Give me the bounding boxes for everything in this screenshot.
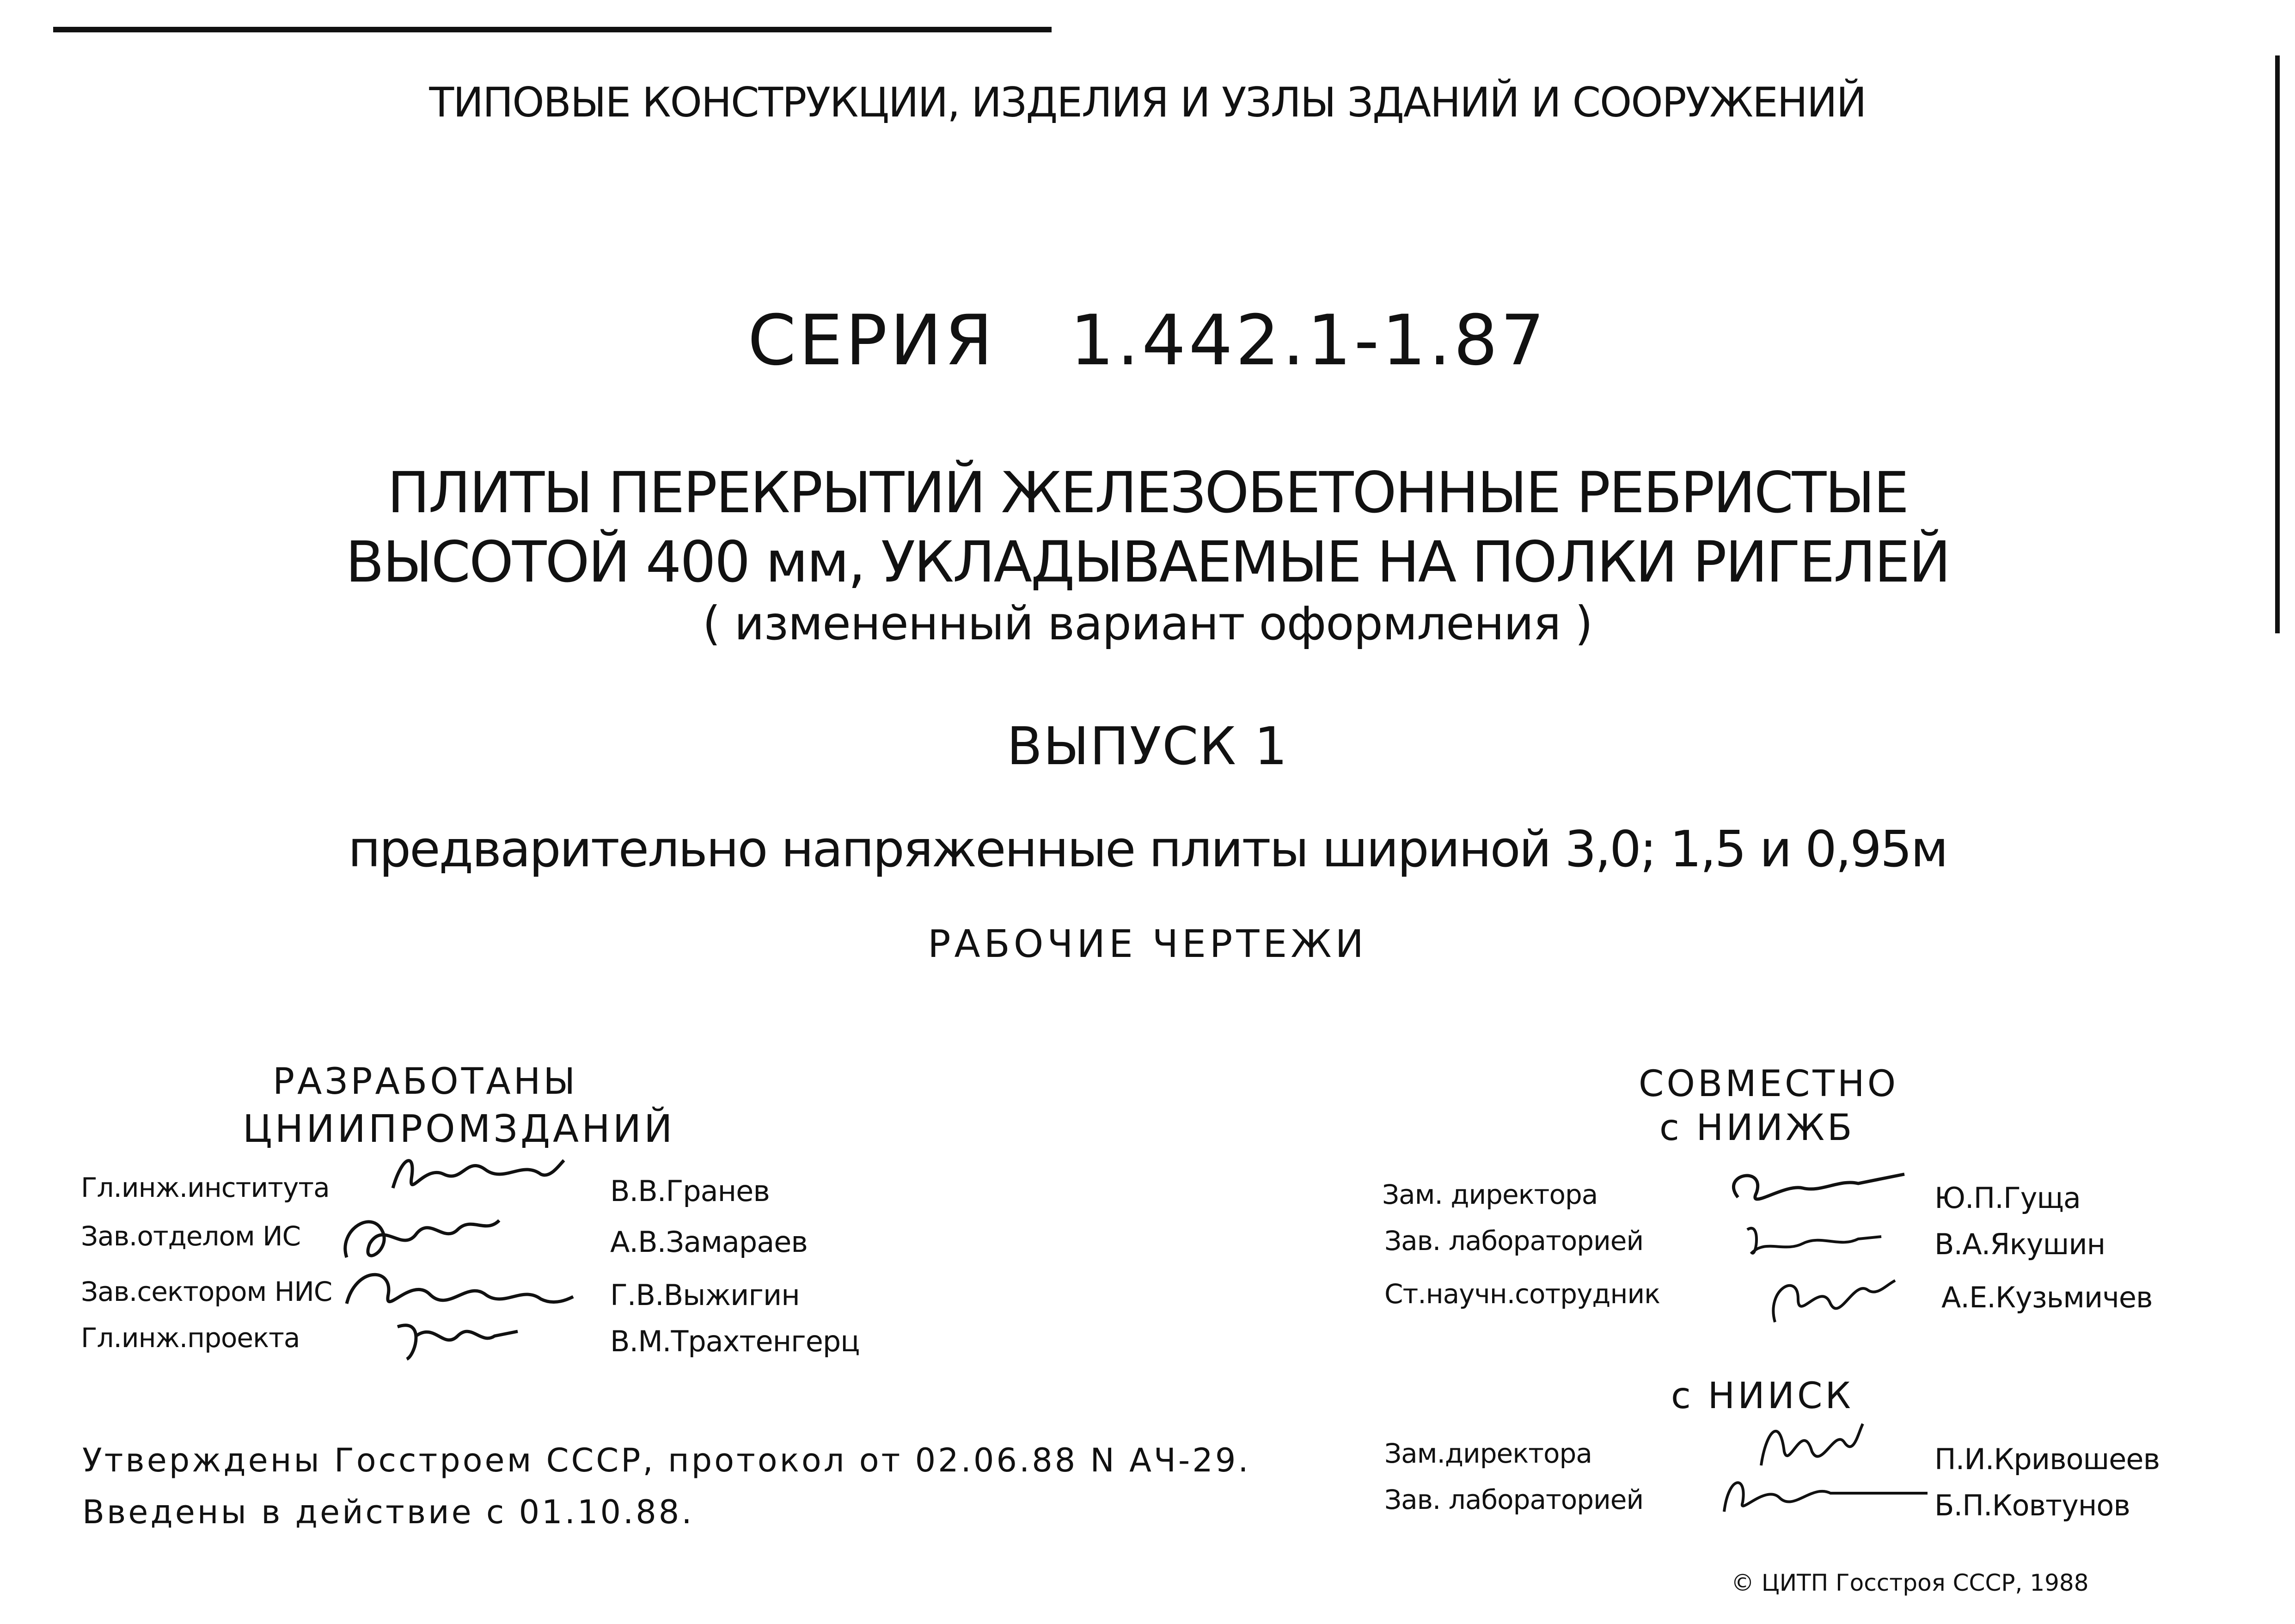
copyright: © ЦИТП Госстроя СССР, 1988 (1731, 1569, 2089, 1596)
signature-kovtunov (1710, 1461, 1932, 1521)
joint2-name-2: Б.П.Ковтунов (1934, 1489, 2130, 1522)
dev-position-4: Гл.инж.проекта (81, 1322, 300, 1354)
dev-position-3: Зав.сектором НИС (81, 1276, 332, 1307)
title-line-2: ВЫСОТОЙ 400 мм, УКЛАДЫВАЕМЫЕ НА ПОЛКИ РИГЕЛЕЙ (345, 529, 1950, 595)
dev-name-2: А.В.Замараев (610, 1225, 808, 1259)
joint-name-3: А.Е.Кузьмичев (1941, 1281, 2153, 1314)
header-text: ТИПОВЫЕ КОНСТРУКЦИИ, ИЗДЕЛИЯ И УЗЛЫ ЗДАНИЙ И СООРУЖЕНИЙ (429, 79, 1866, 126)
dev-position-1: Гл.инж.института (81, 1172, 330, 1203)
joint-position-2: Зав. лабораторией (1384, 1225, 1644, 1256)
dev-name-1: В.В.Гранев (610, 1174, 770, 1208)
series-title: СЕРИЯ 1.442.1-1.87 (747, 300, 1548, 381)
joint-position-3: Ст.научн.сотрудник (1384, 1278, 1660, 1310)
jointly-label: СОВМЕСТНО (1639, 1063, 1899, 1105)
joint2-position-1: Зам.директора (1384, 1438, 1592, 1469)
approval-line-2: Введены в действие с 01.10.88. (82, 1493, 694, 1531)
top-rule (53, 27, 1052, 32)
jointly-org-2: с НИИСК (1671, 1375, 1854, 1417)
dev-position-2: Зав.отделом ИС (81, 1220, 301, 1252)
signature-trakhtengerts (388, 1308, 527, 1364)
dev-name-3: Г.В.Выжигин (610, 1278, 800, 1312)
issue-label: ВЫПУСК 1 (1007, 717, 1288, 777)
approval-line-1: Утверждены Госстроем СССР, протокол от 02.06.88 N АЧ-29. (82, 1441, 1251, 1479)
dev-name-4: В.М.Трахтенгерц (610, 1324, 860, 1358)
joint-name-2: В.А.Якушин (1934, 1227, 2105, 1261)
joint-position-1: Зам. директора (1382, 1179, 1598, 1210)
jointly-org-1: с НИИЖБ (1659, 1107, 1855, 1149)
title-line-1: ПЛИТЫ ПЕРЕКРЫТИЙ ЖЕЛЕЗОБЕТОННЫЕ РЕБРИСТЫЕ (387, 460, 1908, 526)
signature-gushcha (1710, 1156, 1914, 1220)
signature-granev (384, 1146, 569, 1211)
description: предварительно напряженные плиты шириной 3,0; 1,5 и 0,95м (348, 821, 1947, 878)
working-drawings-label: РАБОЧИЕ ЧЕРТЕЖИ (928, 922, 1367, 966)
joint2-name-1: П.И.Кривошеев (1934, 1442, 2160, 1476)
title-line-3: ( измененный вариант оформления ) (702, 596, 1593, 650)
joint-name-1: Ю.П.Гуща (1934, 1181, 2081, 1215)
signature-yakushin (1738, 1211, 1886, 1267)
signature-kuzmichev (1756, 1262, 1904, 1331)
developed-org: ЦНИИПРОМЗДАНИЙ (243, 1107, 675, 1151)
developed-label: РАЗРАБОТАНЫ (273, 1061, 578, 1103)
joint2-position-2: Зав. лабораторией (1384, 1484, 1644, 1515)
